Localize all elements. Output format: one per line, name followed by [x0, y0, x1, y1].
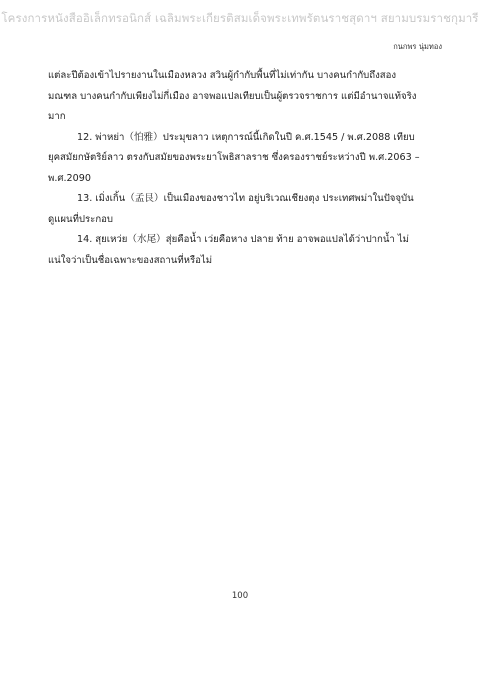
note-12-first-line: 12. พ่าหย่า（怕雅）ประมุขลาว เหตุการณ์นี้เกิดในปี ค.ศ.1545 / พ.ศ.2088 เทียบ — [77, 131, 415, 143]
note-13-first-line: 13. เมิ่งเกิ้น（孟艮）เป็นเมืองของชาวไท อยู่บริเวณเชียงตุง ประเทศพม่าในปัจจุบัน — [77, 193, 414, 204]
page-number: 100 — [231, 591, 249, 601]
body-text — [48, 66, 440, 271]
body-line: มาก — [48, 111, 66, 122]
header-watermark: โครงการหนังสืออิเล็กทรอนิกส์ เฉลิมพระเกียรติสมเด็จพระเทพรัตนราชสุดาฯ สยามบรมราชกุมารี — [1, 11, 479, 25]
running-header-author: กนกพร นุ่มทอง — [393, 42, 442, 51]
body-line: พ.ศ.2090 — [48, 172, 91, 184]
body-line: ยุคสมัยกษัตริย์ลาว ตรงกับสมัยของพระยาโพธิสาลราช ซึ่งครองราชย์ระหว่างปี พ.ศ.2063 – — [48, 152, 420, 163]
body-line: แน่ใจว่าเป็นชื่อเฉพาะของสถานที่หรือไม่ — [48, 254, 213, 266]
body-line: ดูแผนที่ประกอบ — [48, 213, 113, 225]
body-line: แต่ละปีต้องเข้าไปรายงานในเมืองหลวง สวินผู้กำกับพื้นที่ไม่เท่ากัน บางคนกำกับถึงสอง — [48, 70, 397, 81]
note-14-first-line: 14. สุยเหว่ย（水尾）สุ่ยคือน้ำ เว่ยคือหาง ปลาย ท้าย อาจพอแปลได้ว่าปากน้ำ ไม่ — [77, 234, 410, 245]
body-line: มณฑล บางคนกำกับเพียงไม่กี่เมือง อาจพอแปลเทียบเป็นผู้ตรวจราชการ แต่มีอำนาจแท้จริง — [48, 90, 417, 102]
